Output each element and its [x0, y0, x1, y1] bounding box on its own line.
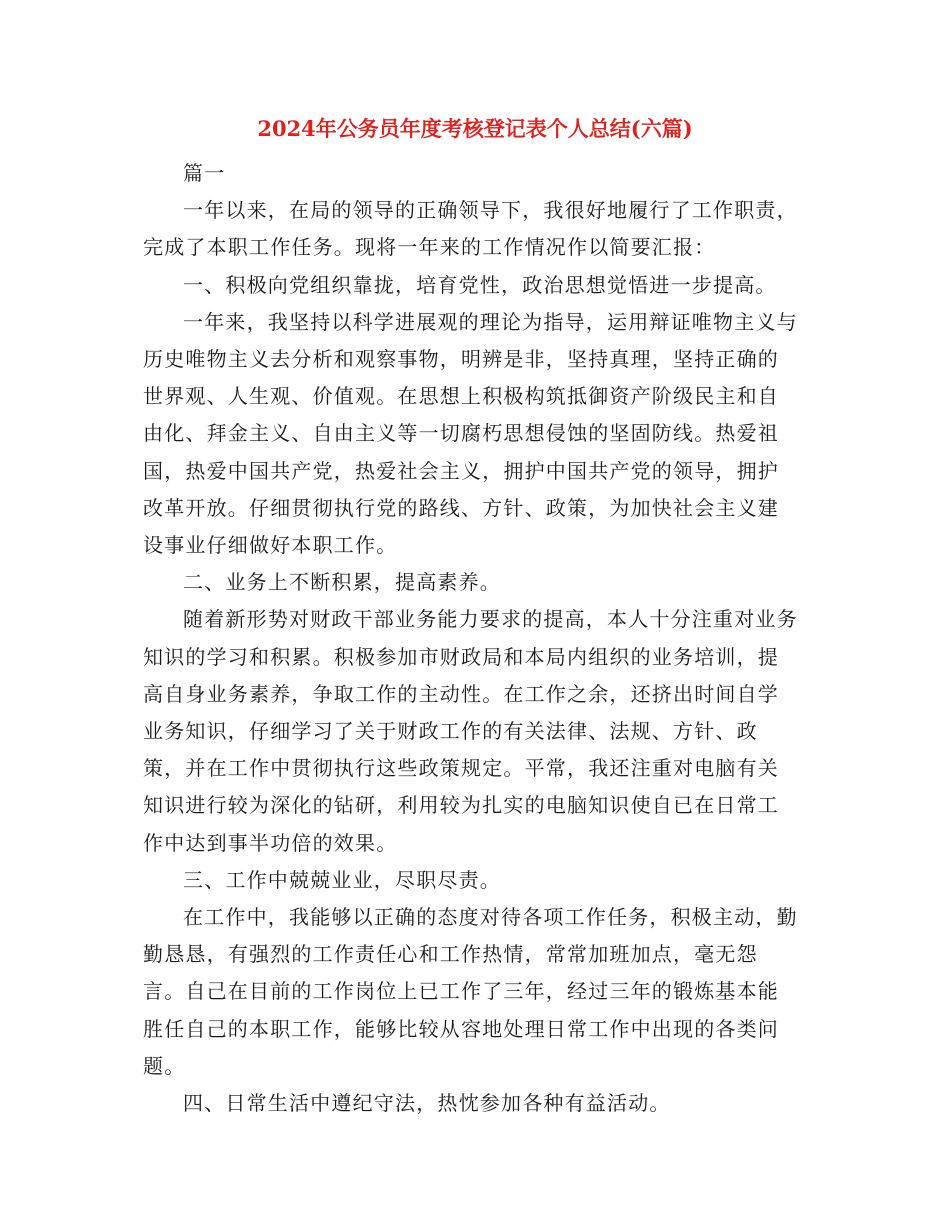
heading-three: 三、工作中兢兢业业，尽职尽责。: [183, 867, 501, 892]
section-label: 篇一: [183, 161, 226, 185]
heading-one: 一、积极向党组织靠拢，培育党性，政治思想觉悟进一步提高。: [183, 272, 777, 297]
document-body: [143, 155, 799, 1122]
intro-paragraph: 一年以来，在局的领导的正确领导下，我很好地履行了工作职责，完成了本职工作任务。现将一年来的工作情况作以简要汇报：: [143, 198, 798, 260]
heading-two: 二、业务上不断积累，提高素养。: [183, 570, 501, 595]
paragraph-two: 随着新形势对财政干部业务能力要求的提高，本人十分注重对业务知识的学习和积累。积极参加市财政局和本局内组织的业务培训，提高自身业务素养，争取工作的主动性。在工作之余，还挤出时间自学业务知识，仔细学习了关于财政工作的有关法律、法规、方针、政策，并在工作中贯彻执行这些政策规定。平常，我还注重对电脑有关知识进行较为深化的钻研，利用较为扎实的电脑知识使自已在日常工作中达到事半功倍的效果。: [143, 607, 798, 855]
heading-four: 四、日常生活中遵纪守法，热忱参加各种有益活动。: [183, 1091, 671, 1116]
paragraph-one: 一年来，我坚持以科学进展观的理论为指导，运用辩证唯物主义与历史唯物主义去分析和观察事物，明辨是非，坚持真理，坚持正确的世界观、人生观、价值观。在思想上积极构筑抵御资产阶级民主和自由化、拜金主义、自由主义等一切腐朽思想侵蚀的坚固防线。热爱祖国，热爱中国共产党，热爱社会主义，拥护中国共产党的领导，拥护改革开放。仔细贯彻执行党的路线、方针、政策，为加快社会主义建设事业仔细做好本职工作。: [143, 309, 798, 558]
document-title: 2024年公务员年度考核登记表个人总结(六篇): [257, 116, 693, 141]
paragraph-three: 在工作中，我能够以正确的态度对待各项工作任务，积极主动，勤勤恳恳，有强烈的工作责任心和工作热情，常常加班加点，毫无怨言。自己在目前的工作岗位上已工作了三年，经过三年的锻炼基本能胜任自己的本职工作，能够比较从容地处理日常工作中出现的各类问题。: [143, 905, 798, 1078]
